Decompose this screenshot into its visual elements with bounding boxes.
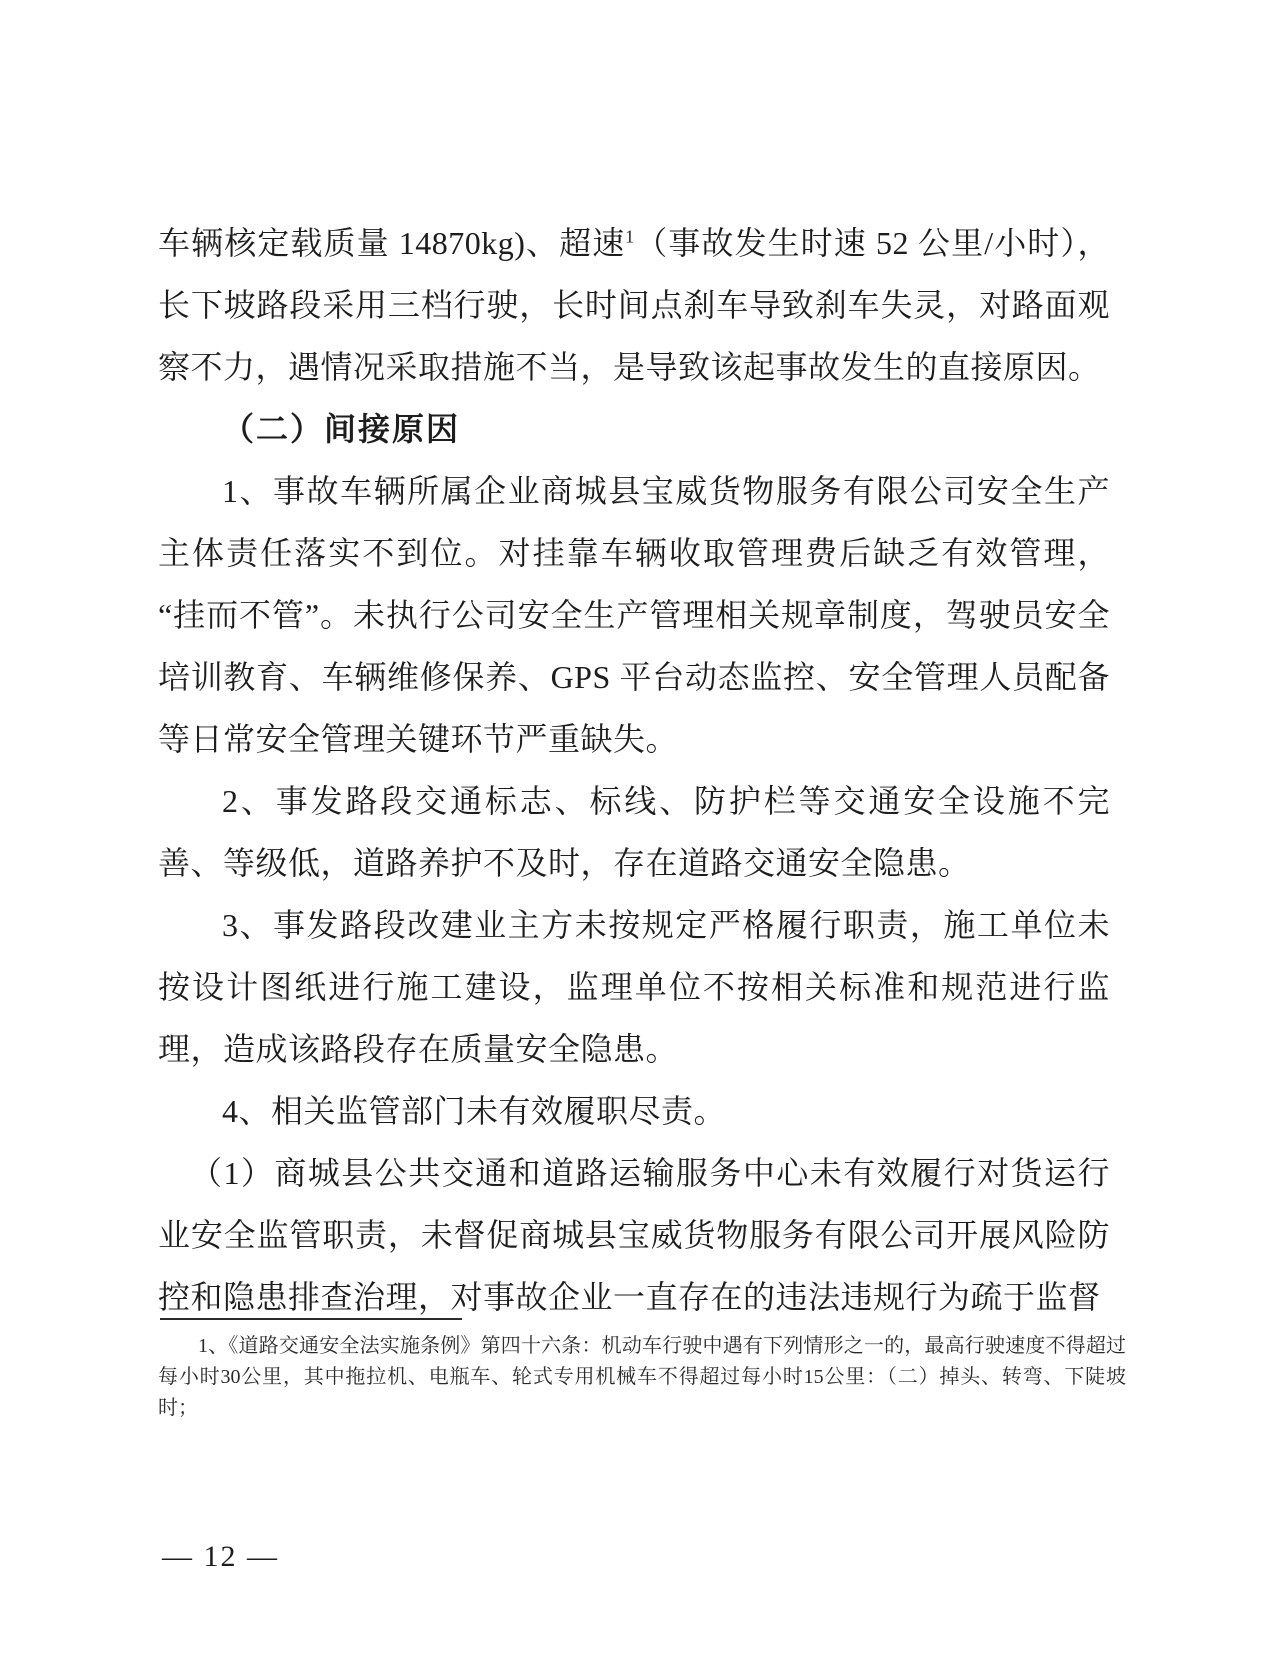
body-paragraph-2: 2、事发路段交通标志、标线、防护栏等交通安全设施不完善、等级低，道路养护不及时，存在道路交通安全隐患。 [158,783,1110,881]
body-text-segment: 车辆核定载质量 14870kg)、超速 [158,225,626,261]
footnote-separator-line [160,1318,462,1320]
section-heading-indirect-causes: （二）间接原因 [222,411,461,447]
footnote-text: 1、《道路交通安全法实施条例》第四十六条：机动车行驶中遇有下列情形之一的，最高行驶速度不得超过每小时30公里，其中拖拉机、电瓶车、轮式专用机械车不得超过每小时15公里：（二）掉头、转弯、下陡坡时； [158,1335,1126,1419]
page-number: — 12 — [162,1540,279,1573]
body-text [158,212,1110,1328]
body-paragraph-continuation [158,212,1110,398]
body-paragraph-1: 1、事故车辆所属企业商城县宝威货物服务有限公司安全生产主体责任落实不到位。对挂靠车辆收取管理费后缺乏有效管理，“挂而不管”。未执行公司安全生产管理相关规章制度，驾驶员安全培训教育、车辆维修保养、GPS 平台动态监控、安全管理人员配备等日常安全管理关键环节严重缺失。 [158,473,1110,757]
body-text-segment: （事故发生时速 52 公里/小时），长下坡路段采用三档行驶，长时间点刹车导致刹车失灵，对路面观察不力，遇情况采取措施不当，是导致该起事故发生的直接原因。 [158,225,1110,385]
body-paragraph-3: 3、事发路段改建业主方未按规定严格履行职责，施工单位未按设计图纸进行施工建设，监理单位不按相关标准和规范进行监理，造成该路段存在质量安全隐患。 [158,907,1110,1067]
footnote-reference-marker: 1 [625,226,635,247]
body-paragraph-5: （1）商城县公共交通和道路运输服务中心未有效履行对货运行业安全监管职责，未督促商城县宝威货物服务有限公司开展风险防控和隐患排查治理，对事故企业一直存在的违法违规行为疏于监督 [158,1155,1110,1315]
body-paragraph-4: 4、相关监管部门未有效履职尽责。 [222,1093,727,1129]
